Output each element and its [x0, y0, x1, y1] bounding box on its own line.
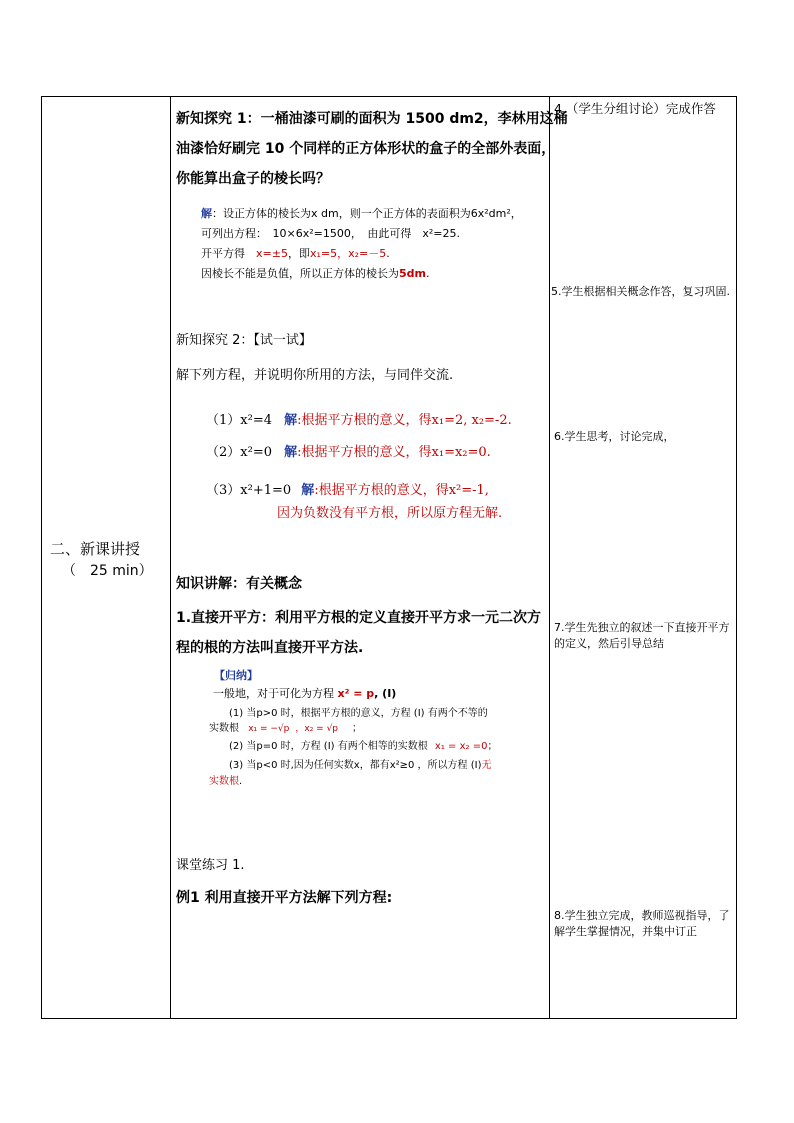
summary-formula: x₁ = x₂ =0 [434, 741, 488, 752]
solution-text: . [426, 267, 430, 280]
equation: （3）x²+1=0 [206, 483, 292, 498]
summary-case-3-cont [209, 772, 242, 787]
summary-text: 一般地，对于可化为方程 [213, 687, 338, 700]
note-6: 6.学生思考，讨论完成， [554, 430, 675, 443]
solution-text: :根据平方根的意义，得x₁=2, x₂=-2. [297, 413, 512, 428]
solution-text: . [386, 247, 390, 260]
equation-3-conclusion: 因为负数没有平方根，所以原方程无解. [277, 506, 503, 521]
note-7: 7.学生先独立的叙述一下直接开平方的定义，然后引导总结 [554, 621, 730, 650]
summary-highlight: 无 [481, 760, 492, 771]
summary-text: (2) 当p=0 时，方程 (I) 有两个相等的实数根 [229, 741, 428, 752]
equation-1 [206, 409, 512, 428]
knowledge-title: 知识讲解：有关概念 [176, 576, 302, 592]
explore1-solution [201, 204, 522, 284]
explore1-heading [176, 104, 568, 194]
lesson-table [41, 96, 737, 1019]
explore2-instruction: 解下列方程，并说明你所用的方法，与同伴交流. [176, 368, 454, 383]
summary-case-3 [229, 756, 492, 771]
equation-2 [206, 441, 491, 460]
section-column [42, 97, 170, 1018]
summary-text: (3) 当p<0 时,因为任何实数x，都有x²≥0 ，所以方程 (I) [229, 760, 482, 771]
equation: （1）x²=4 [206, 413, 272, 428]
summary-case-2 [229, 737, 497, 752]
explore1-line: 新知探究 1：一桶油漆可刷的面积为 1500 dm2，李林用这桶 [176, 111, 568, 127]
summary-formula: ，x₂ = √p [295, 724, 339, 734]
solution-label: 解 [301, 483, 315, 498]
summary-text: 实数根 [209, 723, 239, 734]
content-column [171, 97, 568, 1018]
summary-case-1: (1) 当p>0 时，根据平方根的意义，方程 (I) 有两个不等的 [229, 708, 488, 719]
summary-text: . [239, 776, 243, 787]
explore2-title: 新知探究 2：【试一试】 [176, 333, 312, 348]
solution-label: 解 [284, 413, 298, 428]
solution-text: 可列出方程： 10×6x²=1500， 由此可得 x²=25. [201, 227, 460, 240]
equation-3 [206, 479, 489, 498]
solution-text: :根据平方根的意义，得x²=-1, [314, 483, 489, 498]
solution-text: 因棱长不能是负值，所以正方体的棱长为 [201, 267, 399, 280]
summary-formula: x₁ = −√p [248, 724, 290, 734]
knowledge-definition [176, 603, 541, 663]
definition-line: 1.直接开平方：利用平方根的定义直接开平方求一元二次方 [176, 610, 542, 626]
notes-column [550, 97, 736, 1018]
solution-text: :根据平方根的意义，得x₁=x₂=0. [297, 445, 491, 460]
summary-intro [213, 685, 396, 701]
solution-text: 开平方得 [201, 247, 256, 260]
explore1-line: 油漆恰好刷完 10 个同样的正方体形状的盒子的全部外表面， [176, 141, 556, 157]
section-time: （ 25 min） [62, 563, 153, 579]
solution-label: 解 [201, 207, 212, 220]
solution-text: ：设正方体的棱长为x dm，则一个正方体的表面积为6x²dm²， [212, 207, 522, 220]
summary-text: , (I) [374, 687, 397, 700]
summary-text: ； [487, 741, 498, 752]
solution-text: ，即 [287, 247, 310, 260]
summary-formula: x² = p [337, 687, 375, 700]
summary-highlight: 实数根 [209, 776, 239, 787]
note-8: 8.学生独立完成，教师巡视指导，了解学生掌握情况，并集中订正 [554, 909, 730, 938]
note-5: 5.学生根据相关概念作答，复习巩固. [551, 285, 730, 298]
practice-title: 课堂练习 1. [176, 858, 245, 873]
solution-highlight: 5dm [399, 267, 426, 280]
note-4: 4.（学生分组讨论）完成作答 [554, 101, 716, 116]
summary-case-1-roots [209, 719, 362, 734]
solution-highlight: x=±5 [256, 247, 288, 260]
practice-example: 例1 利用直接开平方法解下列方程: [176, 890, 393, 906]
solution-label: 解 [284, 445, 298, 460]
equation: （2）x²=0 [206, 445, 272, 460]
summary-label: 【归纳】 [214, 669, 258, 682]
solution-highlight: x₁=5，x₂=－5 [309, 247, 387, 260]
explore1-line: 你能算出盒子的棱长吗？ [176, 171, 330, 187]
definition-line: 程的根的方法叫直接开平方法. [176, 640, 364, 656]
section-title: 二、新课讲授 [50, 540, 141, 558]
summary-text: ； [352, 723, 363, 734]
